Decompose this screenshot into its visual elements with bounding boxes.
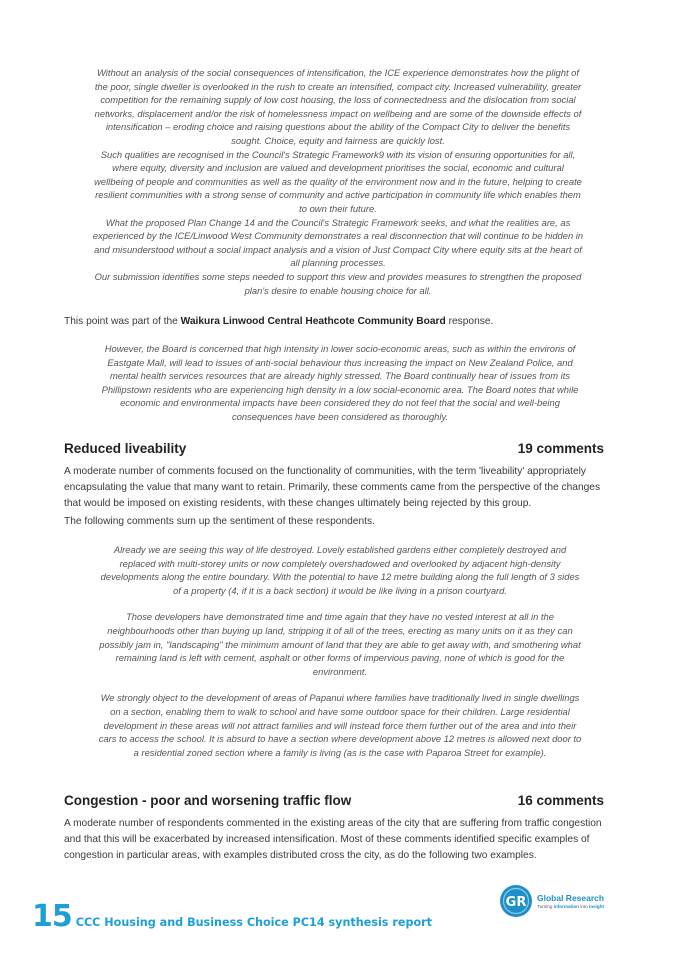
- logo-name: Global Research: [537, 892, 605, 903]
- tagline-part: Turning: [537, 903, 554, 909]
- congestion-paragraph: A moderate number of respondents commented in the existing areas of the city that are suffering from traffic congestion and that this will be exacerbated by increased intensification. Most of these comments identified specific examples of congestion in particular areas, with examples distributed cross the city, as do the following two examples.: [64, 818, 602, 861]
- quote-block-ice: [92, 66, 584, 297]
- tagline-part: information: [553, 903, 579, 909]
- quote-paragraph: Already we are seeing this way of life destroyed. Lovely established gardens either completely destroyed and replaced with multi-storey units or now completely overshadowed and overlooked by adjacent high-density developments along the entire boundary. With the potential to have 12 metre building along the full length of 3 sides of a property (4, if it is a back section) it would be like living in a prison courtyard.: [100, 544, 580, 596]
- logo-tagline: [537, 903, 604, 910]
- logo-letters: GR: [505, 895, 527, 910]
- board-name: Waikura Linwood Central Heathcote Community Board: [180, 316, 446, 327]
- comment-count: 19 comments: [517, 441, 604, 456]
- logo-text: [537, 893, 604, 910]
- quote-paragraph: However, the Board is concerned that high intensity in lower socio-economic areas, such as within the environs of Eastgate Mall, will lead to issues of anti-social behaviour thus increasing the impact on New Zealand Police, and mental health services resources that are already highly stressed. The Board continually hear of issues from its Phillipstown residents who are experiencing high density in a low social-economic area. The Board notes that while economic and environmental impacts have been considered they do not feel that the social and well-being consequences have been considered as thoroughly.: [101, 343, 579, 422]
- section-title: Reduced liveability: [64, 441, 187, 456]
- tagline-part: insight: [588, 903, 604, 909]
- tagline-part: into: [578, 903, 589, 909]
- section-title: Congestion - poor and worsening traffic flow: [64, 793, 352, 808]
- quote-block-residents: [96, 543, 584, 759]
- quote-block-board: [96, 342, 584, 424]
- quote-paragraph: Those developers have demonstrated time and time again that they have no vested interest at all in the neighbourhoods other than buying up land, stripping it of all of the trees, erecting as many units on it as they can possibly jam in, "landscaping" the minimum amount of land that they are able to get away with, and smothering what remaining land is left with cement, asphalt or other forms of impervious paving, none of which is good for the environment.: [99, 611, 581, 677]
- page-number: 15: [32, 899, 72, 934]
- board-intro-suffix: response.: [445, 316, 494, 327]
- comment-count: 16 comments: [517, 793, 604, 808]
- quote-paragraph: We strongly object to the development of areas of Papanui where families have traditionally lived in single dwellings on a section, enabling them to walk to school and have some outdoor space for their children. Large residential development in these areas will not attract families and will instead force them further out of the area and into their cars to access the school. It is absurd to have a section where development above 12 metres is allowed next door to a residential zoned section where a family is living (as is the case with Paparoa Street for example).: [98, 692, 582, 758]
- liveability-intro-line: The following comments sum up the sentiment of these respondents.: [64, 516, 375, 527]
- global-research-logo: [499, 884, 604, 918]
- global-research-logo-icon: [499, 884, 533, 918]
- liveability-paragraph: A moderate number of comments focused on the functionality of communities, with the term 'liveability' appropriately encapsulating the value that many want to retain. Primarily, these comments came from the perspective of the changes that would be imposed on existing residents, with these changes ultimately being rejected by this group.: [64, 466, 601, 509]
- quote-paragraph: Without an analysis of the social consequences of intensification, the ICE experience demonstrates how the plight of the poor, single dweller is overlooked in the rush to create an intensified, compact city. Increased vulnerability, greater competition for the remaining supply of low cost housing, the loss of connectedness and the dislocation from social networks, displacement and/or the risk of homelessness impact on wellbeing and are some of the downside effects of intensification – eroding choice and raising questions about the ability of the Compact City to deliver the benefits sought. Choice, equity and fairness are quickly lost.: [94, 67, 582, 146]
- quote-paragraph: Such qualities are recognised in the Council's Strategic Framework9 with its vision of ensuring opportunities for all, where equity, diversity and inclusion are valued and development prioritises the social, economic and cultural wellbeing of people and communities as well as the quality of the environment now and in the future, helping to create resilient communities with a strong sense of community and active participation in community life which enables them to own their future.: [94, 148, 582, 214]
- board-intro: [64, 314, 493, 330]
- report-title: CCC Housing and Business Choice PC14 synthesis report: [75, 916, 433, 929]
- quote-paragraph: Our submission identifies some steps needed to support this view and provides measures to strengthen the proposed plan's desire to enable housing choice for all.: [94, 270, 582, 296]
- section-heading-congestion: [64, 793, 604, 808]
- section-heading-liveability: [64, 441, 604, 456]
- page-footer: [32, 899, 433, 934]
- quote-paragraph: What the proposed Plan Change 14 and the Council's Strategic Framework seeks, and what the realities are, as experienced by the ICE/Linwood West Community demonstrates a real disconnection that will continue to be hidden in and misunderstood without a social impact analysis and a vision of Just Compact City where equity sits at the heart of all planning processes.: [92, 216, 584, 269]
- board-intro-prefix: This point was part of the: [64, 316, 181, 327]
